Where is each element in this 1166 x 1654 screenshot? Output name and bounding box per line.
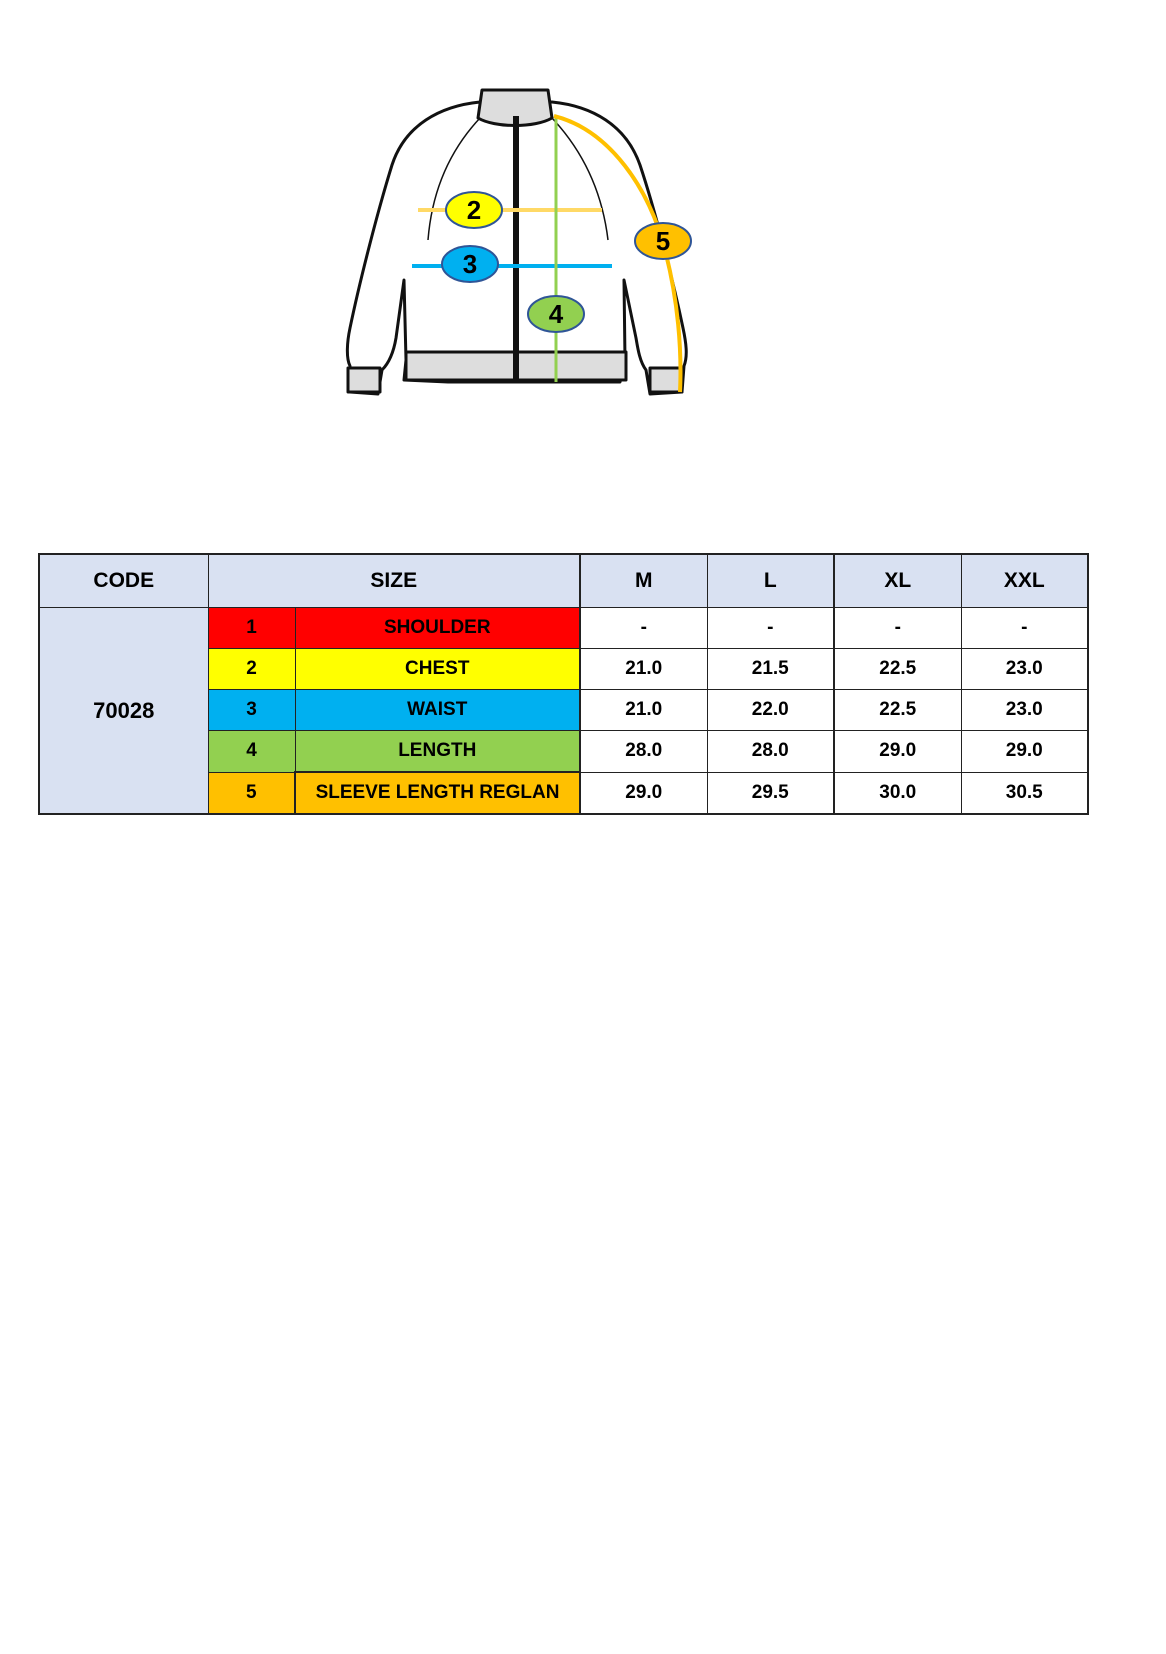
value-m: 28.0 [580,731,707,773]
measure-name: LENGTH [295,731,580,773]
table-row [39,608,1088,649]
size-header-m: M [580,554,707,608]
measure-name: WAIST [295,690,580,731]
value-l: 21.5 [707,649,834,690]
value-xl: 29.0 [834,731,961,773]
value-m: 29.0 [580,772,707,814]
marker-sleeve [635,223,691,259]
value-xl: - [834,608,961,649]
size-header: SIZE [208,554,580,608]
value-m: 21.0 [580,690,707,731]
value-xl: 30.0 [834,772,961,814]
value-xxl: 29.0 [961,731,1088,773]
table-header-row [39,554,1088,608]
marker-sleeve-label: 5 [655,226,671,256]
value-xxl: 23.0 [961,690,1088,731]
value-l: 29.5 [707,772,834,814]
marker-chest-label: 2 [466,195,482,225]
measure-number: 4 [208,731,295,773]
marker-waist [442,246,498,282]
product-code: 70028 [39,608,208,815]
measure-name: SHOULDER [295,608,580,649]
measure-name: CHEST [295,649,580,690]
jacket-measurement-diagram [320,80,740,420]
size-header-xxl: XXL [961,554,1088,608]
value-l: - [707,608,834,649]
size-chart-table [38,553,1089,815]
measure-number: 1 [208,608,295,649]
measure-number: 2 [208,649,295,690]
marker-length-label: 4 [548,299,564,329]
measure-name: SLEEVE LENGTH REGLAN [295,772,580,814]
marker-waist-label: 3 [462,249,478,279]
value-m: - [580,608,707,649]
value-xl: 22.5 [834,649,961,690]
size-header-xl: XL [834,554,961,608]
value-m: 21.0 [580,649,707,690]
value-xxl: 23.0 [961,649,1088,690]
measure-number: 5 [208,772,295,814]
code-header: CODE [39,554,208,608]
measure-number: 3 [208,690,295,731]
value-xl: 22.5 [834,690,961,731]
value-xxl: - [961,608,1088,649]
size-header-l: L [707,554,834,608]
value-l: 28.0 [707,731,834,773]
value-l: 22.0 [707,690,834,731]
value-xxl: 30.5 [961,772,1088,814]
marker-chest [446,192,502,228]
marker-length [528,296,584,332]
